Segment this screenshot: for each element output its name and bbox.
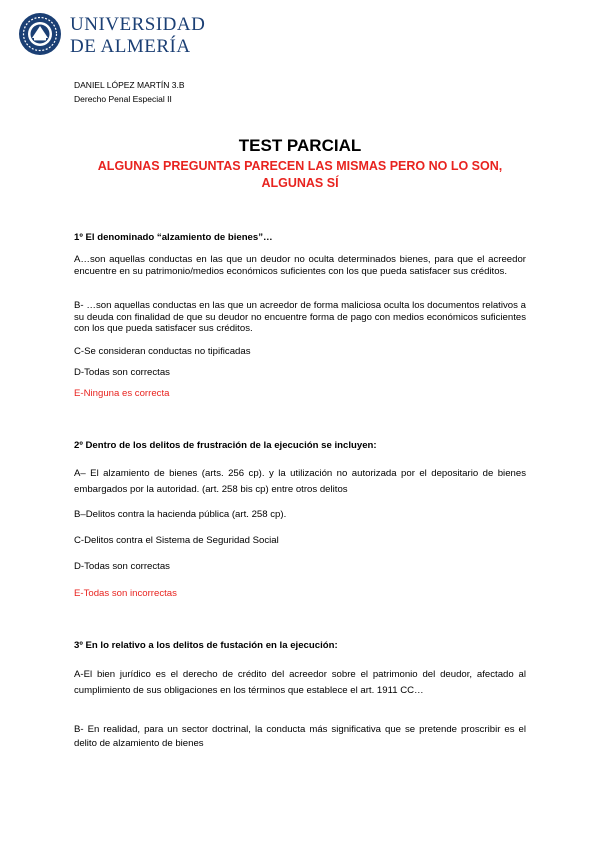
question-1-option-b: B- …son aquellas conductas en las que un acreedor de forma maliciosa oculta los documentos relativos a su deuda con finalidad de que su deudor no encuentre forma de pago con medios económicos suficientes con los que pueda satisfacer sus créditos. <box>74 300 526 335</box>
question-1-option-d: D-Todas son correctas <box>74 367 170 378</box>
question-1: 1º El denominado “alzamiento de bienes”… <box>74 232 273 243</box>
question-2-option-a: A– El alzamiento de bienes (arts. 256 cp). y la utilización no autorizada por el depositario de bienes embargados por la autoridad. (art. 258 bis cp) entre otros delitos <box>74 468 526 495</box>
subject-name: Derecho Penal Especial II <box>74 94 172 104</box>
question-2-option-c: C-Delitos contra el Sistema de Seguridad Social <box>74 535 279 546</box>
question-1-option-a: A…son aquellas conductas en las que un deudor no oculta determinados bienes, para que el acreedor encuentre en su patrimonio/medios económicos suficientes con los que pueda satisfacer sus créditos. <box>74 254 526 277</box>
question-3-option-b: B- En realidad, para un sector doctrinal, la conducta más significativa que se pretende proscribir es el delito de alzamiento de bienes <box>74 724 526 749</box>
question-2-option-d: D-Todas son correctas <box>74 561 170 572</box>
question-1-option-e: E-Ninguna es correcta <box>74 388 170 399</box>
university-logo <box>18 12 206 60</box>
university-seal-icon <box>18 12 62 56</box>
university-name-line1: UNIVERSIDAD <box>70 14 206 35</box>
question-2-option-b: B–Delitos contra la hacienda pública (art. 258 cp). <box>74 509 287 520</box>
page-title: TEST PARCIAL <box>238 136 362 155</box>
question-2-option-e: E-Todas son incorrectas <box>74 588 177 599</box>
question-3-option-a: A-El bien jurídico es el derecho de crédito del acreedor sobre el patrimonio del deudor, afectado al cumplimiento de sus obligaciones en los términos que establece el art. 1911 CC… <box>74 669 526 696</box>
question-1-option-c: C-Se consideran conductas no tipificadas <box>74 346 251 357</box>
author-name: DANIEL LÓPEZ MARTÍN 3.B <box>74 80 185 90</box>
page-subtitle: ALGUNAS PREGUNTAS PARECEN LAS MISMAS PERO NO LO SON, ALGUNAS SÍ <box>97 159 503 190</box>
university-name-line2: DE ALMERÍA <box>70 36 191 57</box>
question-2: 2º Dentro de los delitos de frustración de la ejecución se incluyen: <box>74 440 377 451</box>
question-3: 3º En lo relativo a los delitos de fustación en la ejecución: <box>74 640 338 651</box>
